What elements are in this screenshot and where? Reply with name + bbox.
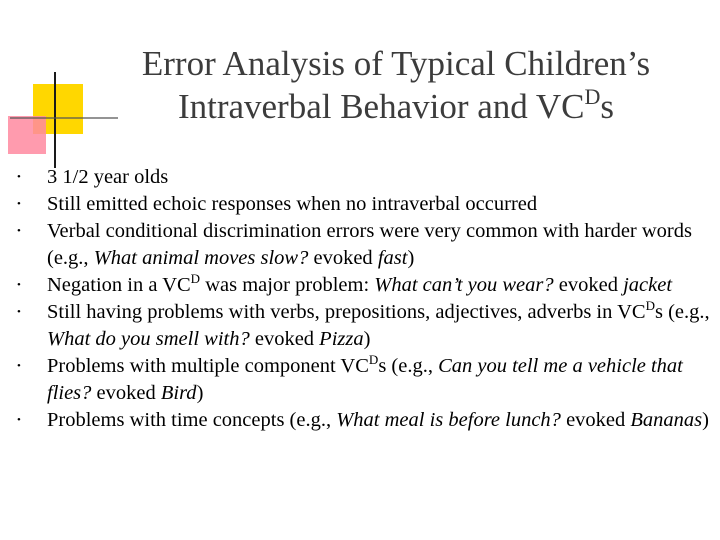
bullet-text: evoked [308,247,378,269]
bullet-dot: • [17,414,21,426]
example-response: jacket [623,274,673,296]
slide-title [96,42,696,128]
example-question: What do you smell with? [47,328,250,350]
bullet-text: Problems with multiple component VC [47,355,369,377]
bullet-dot: • [17,198,21,210]
bullet-text: was major problem: [200,274,375,296]
superscript: D [645,298,655,313]
bullet-text: s (e.g., [655,301,710,323]
superscript: D [368,352,379,367]
bullet-text: 3 1/2 year olds [47,166,169,188]
bullet-text: Still emitted echoic responses when no intraverbal occurred [47,193,538,215]
bullet-dot: • [17,225,21,237]
bullet-item-5 [17,298,711,353]
example-question: What can’t you wear? [374,274,554,296]
example-question: What meal is before lunch? [336,409,561,431]
bullet-text: evoked [553,274,624,296]
bullet-text: s (e.g., [378,355,439,377]
title-line-2-text: Intraverbal Behavior and VC [177,87,585,126]
bullet-item-7 [17,407,711,434]
bullet-item-6 [17,352,711,407]
title-line-2 [96,85,696,128]
example-question: What animal moves slow? [93,247,309,269]
bullet-text: Negation in a VC [47,274,191,296]
pink-square [8,116,46,154]
title-line-2-suffix: s [600,87,615,126]
bullet-text: ) [363,328,371,350]
bullet-dot: • [17,279,21,291]
bullet-item-3 [17,218,711,272]
bullet-text: evoked [91,382,161,404]
bullet-item-1 [17,164,711,191]
title-line-1: Error Analysis of Typical Children’s [141,44,651,83]
bullet-text: Verbal conditional discrimination errors were very common with harder words (e.g., [47,220,692,269]
example-response: fast [377,247,408,269]
bullet-dot: • [17,360,21,372]
bullet-text: Problems with time concepts (e.g., [47,409,337,431]
bullet-text: evoked [249,328,320,350]
bullet-text: ) [407,247,415,269]
example-response: Pizza [319,328,364,350]
superscript: D [190,271,201,286]
bullet-dot: • [17,171,21,183]
bullet-list [17,164,711,434]
bullet-item-4 [17,271,711,299]
example-response: Bananas [630,409,703,431]
bullet-dot: • [17,306,21,318]
bullet-text: ) [702,409,709,431]
example-question: Can you tell me a vehicle that flies? [47,355,683,404]
title-superscript: D [584,84,601,109]
bullet-item-2 [17,191,711,218]
example-response: Bird [160,382,197,404]
bullet-text: Still having problems with verbs, prepositions, adjectives, adverbs in VC [47,301,646,323]
bullet-text: evoked [560,409,631,431]
bullet-text: ) [196,382,204,404]
